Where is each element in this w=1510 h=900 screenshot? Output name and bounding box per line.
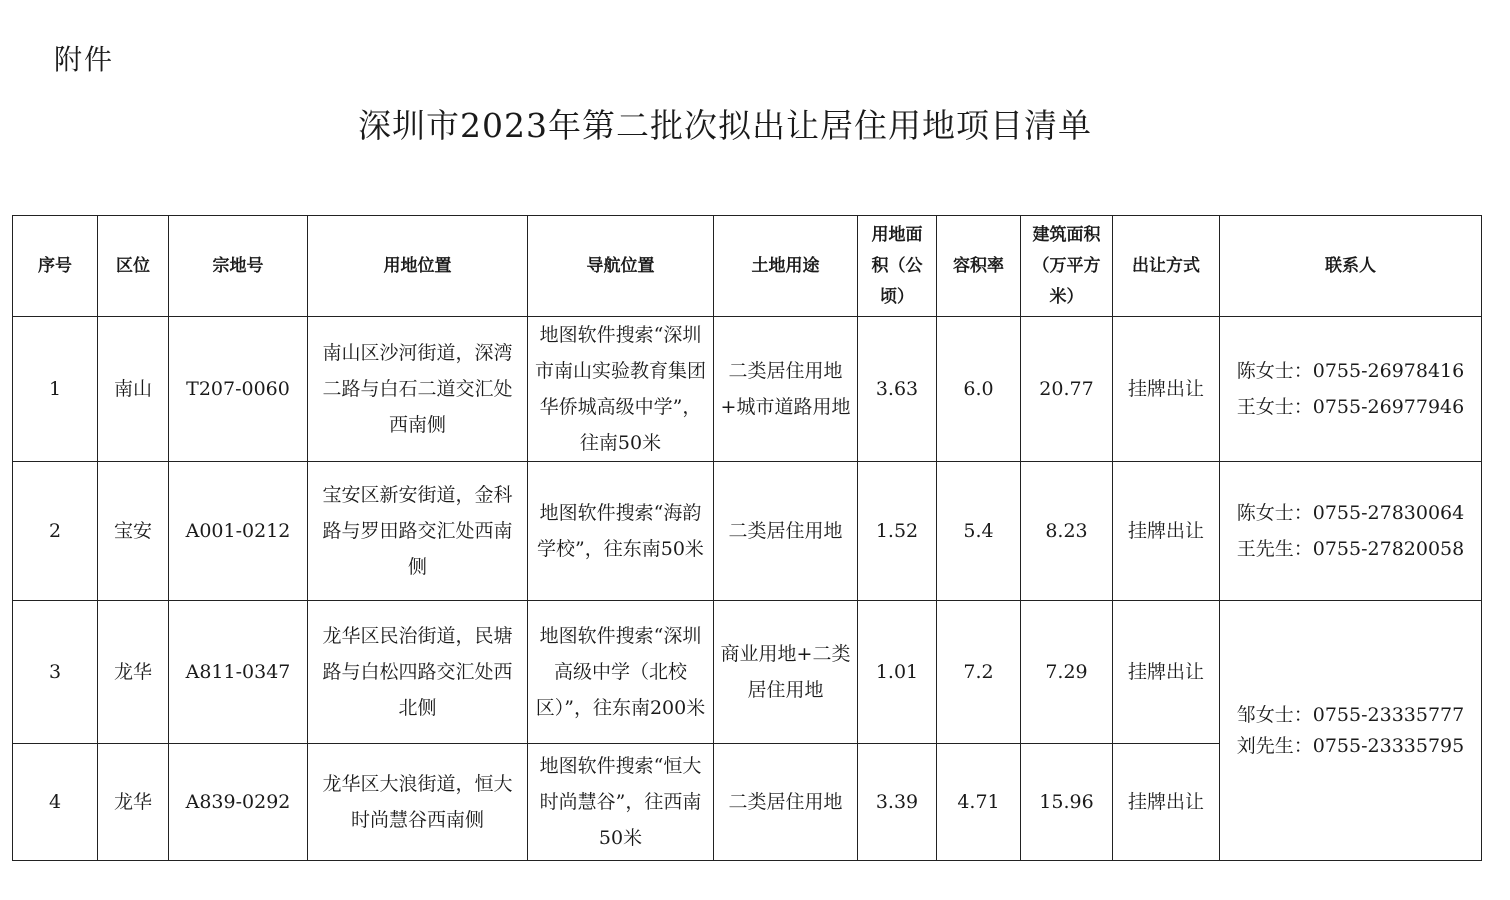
header-transfer: 出让方式 <box>1113 216 1220 317</box>
contact-line: 陈女士：0755-27830064 <box>1236 502 1465 524</box>
cell-floor-area: 15.96 <box>1021 744 1113 861</box>
cell-district: 龙华 <box>98 744 169 861</box>
cell-land-use: 二类居住用地+城市道路用地 <box>714 317 858 462</box>
cell-area: 1.01 <box>858 601 937 744</box>
cell-navigation: 地图软件搜索“海韵学校”，往东南50米 <box>528 462 714 601</box>
header-parcel: 宗地号 <box>169 216 308 317</box>
header-floor-area: 建筑面积（万平方米） <box>1021 216 1113 317</box>
cell-contact <box>1220 317 1482 462</box>
header-district: 区位 <box>98 216 169 317</box>
cell-location: 龙华区民治街道，民塘路与白松四路交汇处西北侧 <box>308 601 528 744</box>
cell-location: 宝安区新安街道，金科路与罗田路交汇处西南侧 <box>308 462 528 601</box>
cell-district: 宝安 <box>98 462 169 601</box>
cell-parcel: T207-0060 <box>169 317 308 462</box>
cell-navigation: 地图软件搜索“恒大时尚慧谷”，往西南50米 <box>528 744 714 861</box>
document-title: 深圳市2023年第二批次拟出让居住用地项目清单 <box>358 106 1092 145</box>
header-far: 容积率 <box>937 216 1021 317</box>
header-no: 序号 <box>13 216 98 317</box>
cell-no: 2 <box>13 462 98 601</box>
land-parcel-table <box>12 215 1482 861</box>
header-navigation: 导航位置 <box>528 216 714 317</box>
cell-area: 3.63 <box>858 317 937 462</box>
cell-parcel: A001-0212 <box>169 462 308 601</box>
contact-line: 陈女士：0755-26978416 <box>1236 360 1465 382</box>
cell-no: 4 <box>13 744 98 861</box>
cell-far: 7.2 <box>937 601 1021 744</box>
contact-line: 王先生：0755-27820058 <box>1236 538 1465 560</box>
cell-land-use: 二类居住用地 <box>714 462 858 601</box>
cell-parcel: A839-0292 <box>169 744 308 861</box>
table-row <box>13 601 1482 744</box>
table-row <box>13 317 1482 462</box>
cell-no: 1 <box>13 317 98 462</box>
contact-line: 王女士：0755-26977946 <box>1236 396 1465 418</box>
cell-district: 龙华 <box>98 601 169 744</box>
cell-far: 5.4 <box>937 462 1021 601</box>
contact-line: 邹女士：0755-23335777 <box>1236 703 1465 726</box>
cell-transfer: 挂牌出让 <box>1113 462 1220 601</box>
cell-parcel: A811-0347 <box>169 601 308 744</box>
cell-transfer: 挂牌出让 <box>1113 317 1220 462</box>
cell-land-use: 二类居住用地 <box>714 744 858 861</box>
cell-land-use: 商业用地+二类居住用地 <box>714 601 858 744</box>
cell-location: 龙华区大浪街道，恒大时尚慧谷西南侧 <box>308 744 528 861</box>
header-location: 用地位置 <box>308 216 528 317</box>
header-land-use: 土地用途 <box>714 216 858 317</box>
cell-contact <box>1220 601 1482 861</box>
cell-location: 南山区沙河街道，深湾二路与白石二道交汇处西南侧 <box>308 317 528 462</box>
header-contact: 联系人 <box>1220 216 1482 317</box>
cell-navigation: 地图软件搜索“深圳市南山实验教育集团华侨城高级中学”，往南50米 <box>528 317 714 462</box>
table-header-row <box>13 216 1482 317</box>
cell-far: 4.71 <box>937 744 1021 861</box>
cell-area: 1.52 <box>858 462 937 601</box>
cell-contact <box>1220 462 1482 601</box>
cell-area: 3.39 <box>858 744 937 861</box>
cell-district: 南山 <box>98 317 169 462</box>
cell-navigation: 地图软件搜索“深圳高级中学（北校区）”，往东南200米 <box>528 601 714 744</box>
cell-floor-area: 7.29 <box>1021 601 1113 744</box>
table-row <box>13 462 1482 601</box>
cell-transfer: 挂牌出让 <box>1113 601 1220 744</box>
cell-floor-area: 20.77 <box>1021 317 1113 462</box>
header-area: 用地面积（公顷） <box>858 216 937 317</box>
cell-no: 3 <box>13 601 98 744</box>
cell-far: 6.0 <box>937 317 1021 462</box>
attachment-label: 附件 <box>54 43 115 76</box>
cell-transfer: 挂牌出让 <box>1113 744 1220 861</box>
contact-line: 刘先生：0755-23335795 <box>1236 734 1465 757</box>
cell-floor-area: 8.23 <box>1021 462 1113 601</box>
